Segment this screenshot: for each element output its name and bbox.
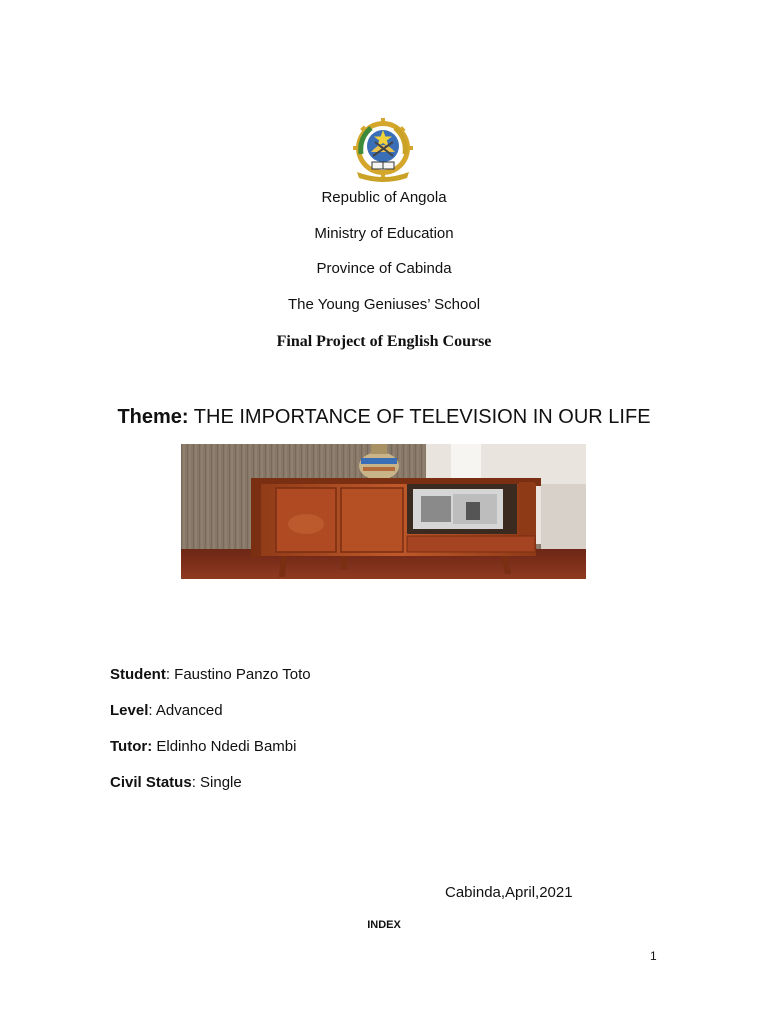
tutor-line bbox=[110, 737, 296, 757]
civil-status-label: Civil Status bbox=[110, 774, 192, 791]
civil-status-line bbox=[110, 773, 242, 793]
student-label: Student bbox=[110, 666, 166, 683]
project-title: Final Project of English Course bbox=[276, 333, 492, 350]
angola-coat-of-arms-icon bbox=[345, 118, 421, 182]
header-school: The Young Geniuses’ School bbox=[287, 296, 481, 313]
place-date: Cabinda,April,2021 bbox=[445, 884, 573, 901]
page-number: 1 bbox=[650, 949, 657, 963]
level-line bbox=[110, 701, 223, 721]
level-value: : Advanced bbox=[148, 702, 223, 719]
theme-text: THE IMPORTANCE OF TELEVISION IN OUR LIFE bbox=[188, 406, 651, 428]
tutor-label: Tutor: bbox=[110, 738, 153, 755]
theme-label: Theme: bbox=[117, 406, 189, 428]
index-heading: INDEX bbox=[367, 919, 401, 931]
student-line bbox=[110, 665, 311, 685]
tutor-value: Eldinho Ndedi Bambi bbox=[152, 738, 297, 755]
header-country: Republic of Angola bbox=[321, 189, 447, 206]
retro-television-cabinet-photo bbox=[181, 444, 586, 579]
civil-status-value: : Single bbox=[191, 774, 242, 791]
header-ministry: Ministry of Education bbox=[314, 225, 454, 242]
student-value: : Faustino Panzo Toto bbox=[165, 666, 311, 683]
level-label: Level bbox=[110, 702, 149, 719]
header-province: Province of Cabinda bbox=[316, 260, 452, 277]
theme-heading bbox=[0, 404, 768, 430]
